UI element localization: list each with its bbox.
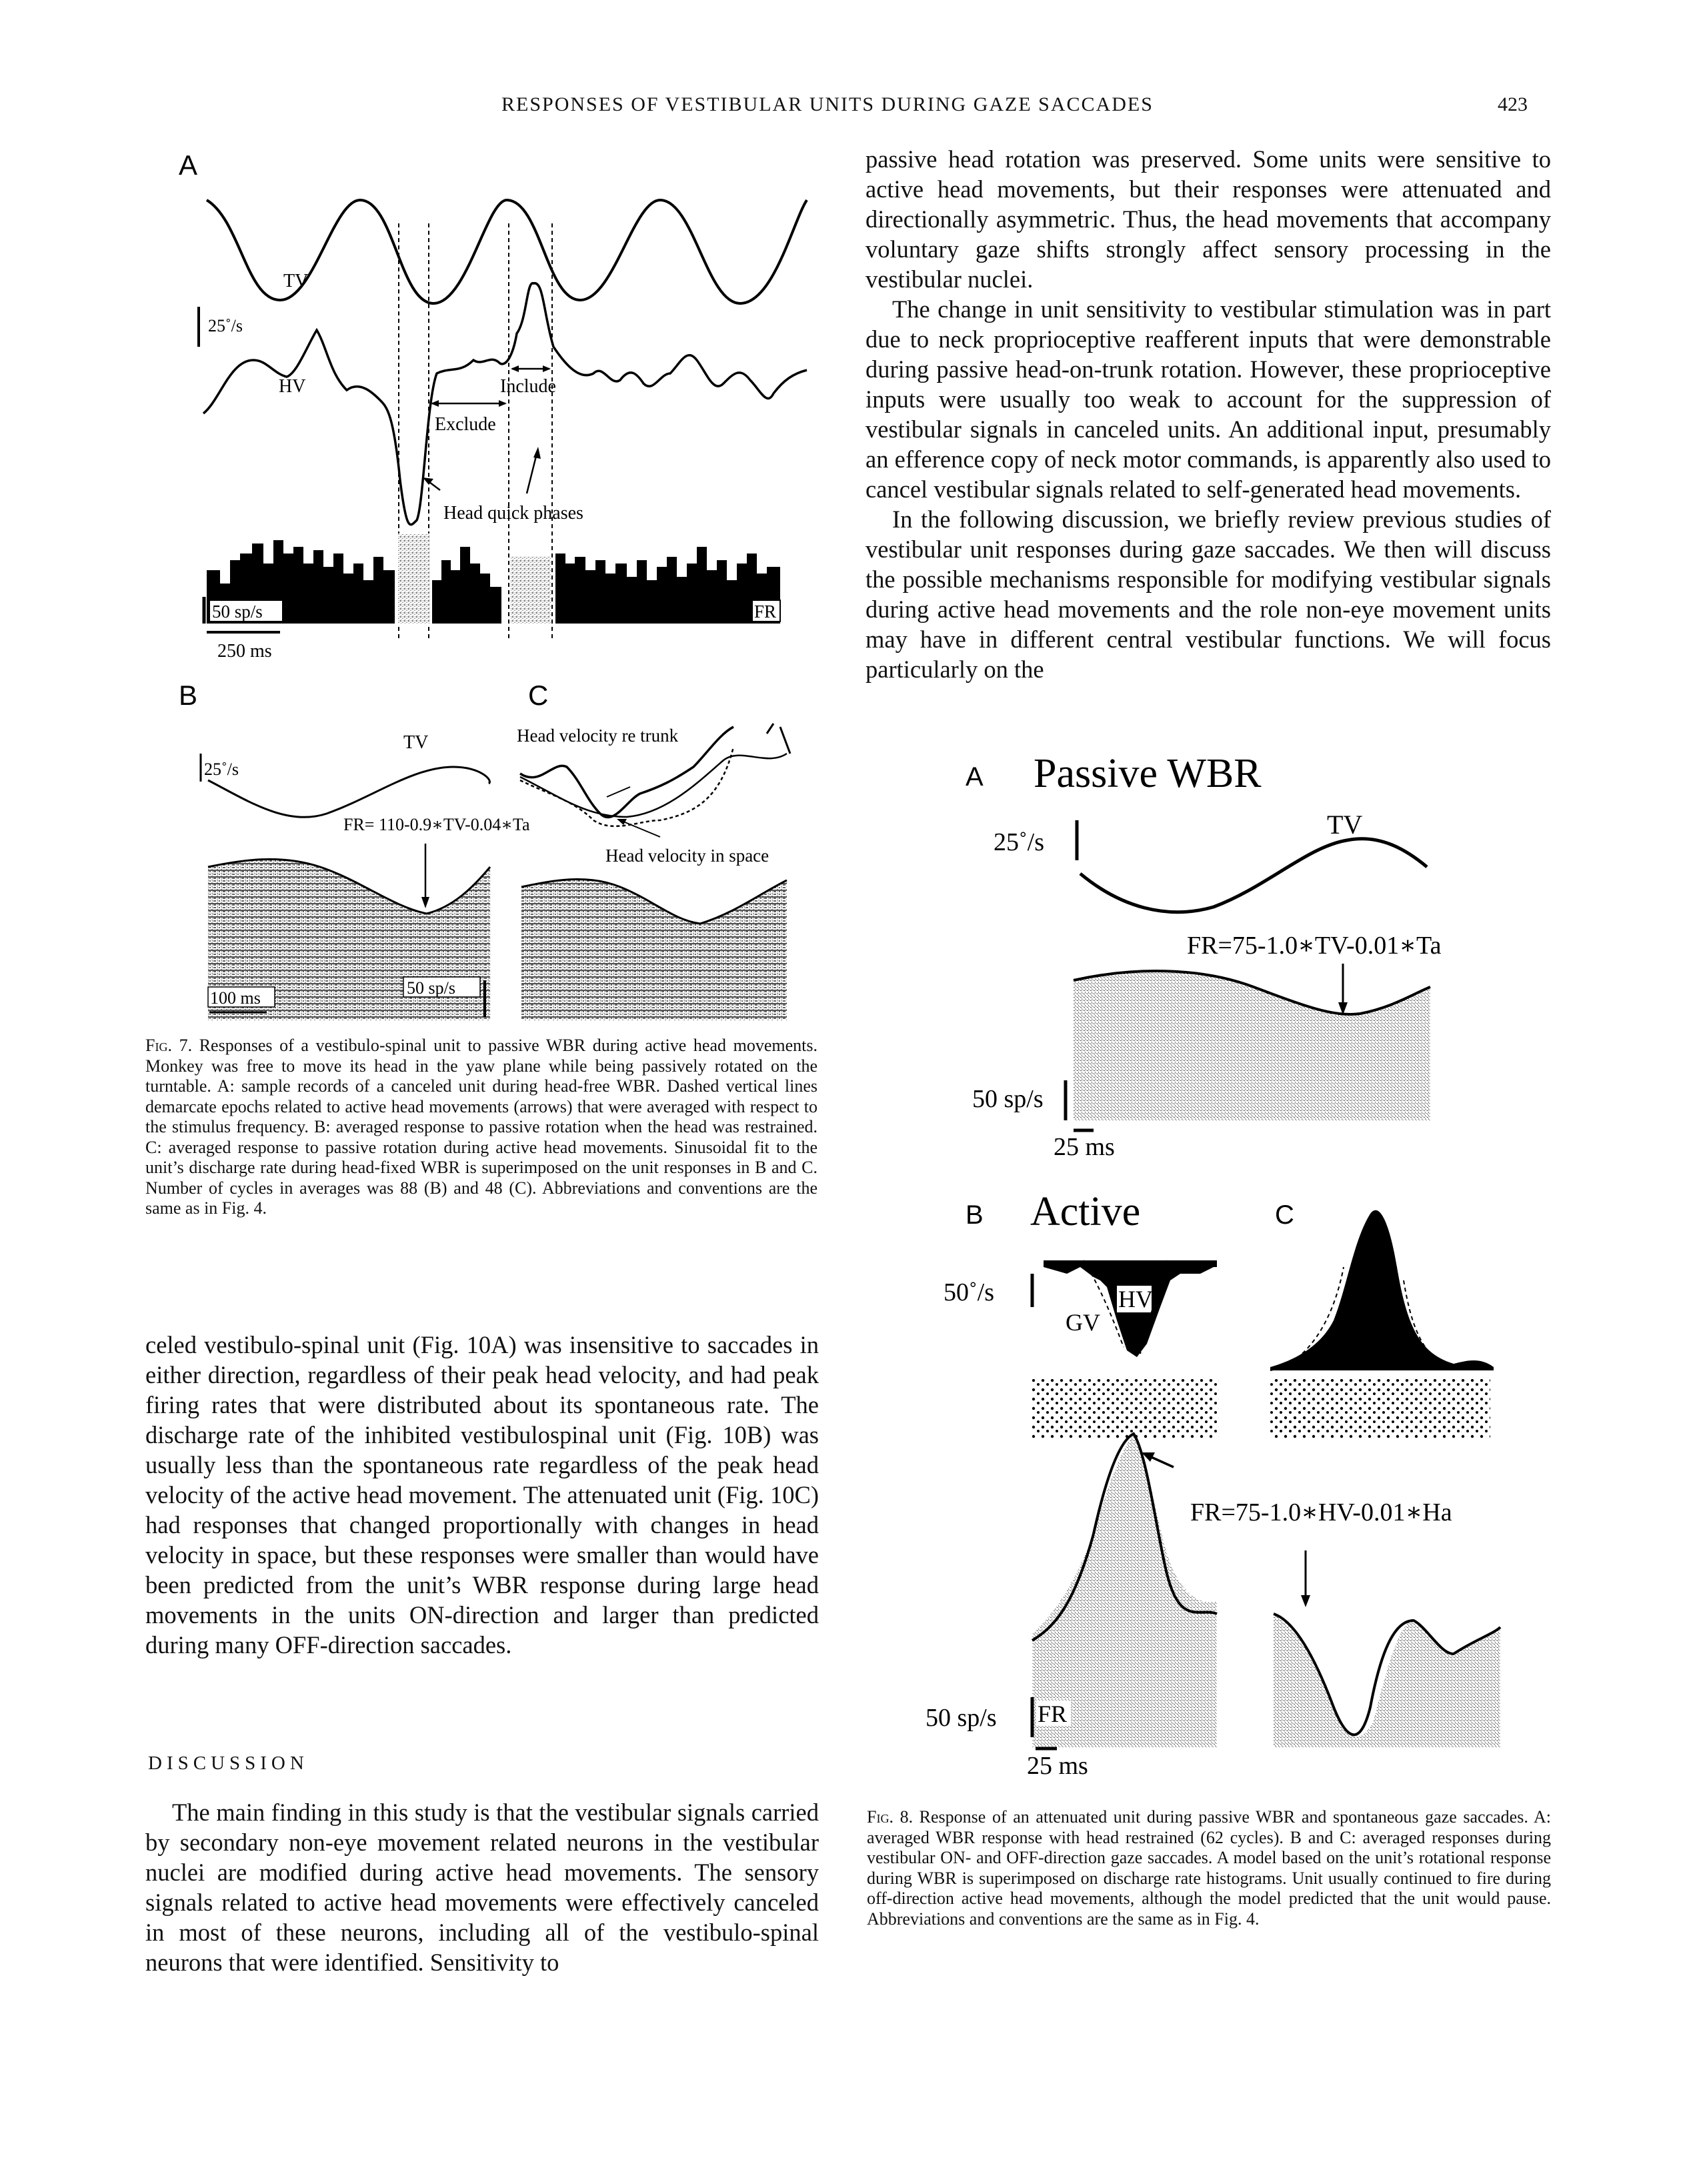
fig8-b-formula: FR=75-1.0∗HV-0.01∗Ha (1190, 1498, 1452, 1526)
fig7-b-scale-label: 25˚/s (204, 760, 239, 779)
fig8-caption-text: Response of an attenuated unit during passive WBR and spontaneous gaze saccades. A: averaged WBR response with head restrained (62 cycles). B and C: averaged responses during vestibular ON- and OFF-direction gaze saccades. A model based on the unit’s rotational response during WBR is superimposed on discharge rate histograms. Unit usually continued to fire during off-direction active head movements, although the model predicted that the unit would pause. Abbreviations and conventions are the same as in Fig. 4. (867, 1807, 1551, 1929)
running-title: RESPONSES OF VESTIBULAR UNITS DURING GAZE SACCADES (501, 93, 1154, 115)
fig8-a-time-label: 25 ms (1054, 1133, 1115, 1161)
fig7-caption (145, 1036, 817, 1219)
page-number: 423 (1498, 93, 1528, 115)
fig8-title-a: Passive WBR (1034, 751, 1262, 796)
fig7-caption-label: Fig. 7. (145, 1036, 193, 1055)
fig8-b-scale-label: 50˚/s (944, 1278, 994, 1306)
fig7-hv-label: HV (279, 376, 306, 397)
fig7-time-label: 250 ms (217, 641, 272, 662)
fig8-panel-b-label: B (966, 1200, 984, 1230)
fig8-panel-c-label: C (1275, 1200, 1294, 1230)
right-paragraph-1: passive head rotation was preserved. Some units were sensitive to active head movements, but their responses were attenuated and directionally asymmetric. Thus, the head movements that accompany voluntary gaze shifts strongly affect sensory processing in the vestibular nuclei. (866, 145, 1551, 293)
fig7-panel-c-label: C (528, 680, 549, 711)
fig8-b-gv-label: GV (1066, 1309, 1100, 1336)
discussion-heading: DISCUSSION (148, 1753, 309, 1774)
fig8-a-sps-label: 50 sp/s (972, 1085, 1044, 1113)
right-paragraph-2: The change in unit sensitivity to vestibular stimulation was in part due to neck proprioceptive reafferent inputs that were demonstrable during passive head-on-trunk rotation. However, these proprioceptive inputs were usually too weak to account for the suppression of vestibular signals in canceled units. An additional input, presumably an efference copy of neck motor commands, is apparently also used to cancel vestibular signals related to self-generated head movements. (866, 295, 1551, 503)
fig8-b-sps-label: 50 sp/s (926, 1704, 997, 1732)
fig7-include-label: Include (500, 376, 556, 397)
fig8-a-tv-label: TV (1327, 810, 1363, 840)
fig8-caption-label: Fig. 8. (867, 1807, 914, 1827)
fig7-b-formula: FR= 110-0.9∗TV-0.04∗Ta (343, 815, 530, 834)
fig8-a-scale-label: 25˚/s (994, 828, 1044, 856)
left-paragraph-1: celed vestibulo-spinal unit (Fig. 10A) was insensitive to saccades in either direction, regardless of their peak head velocity, and had peak firing rates that were distributed about its spontaneous rate. The discharge rate of the inhibited vestibulospinal unit (Fig. 10B) was usually less than the spontaneous rate regardless of the peak head velocity of the active head movement. The attenuated unit (Fig. 10C) had responses that changed proportionally with changes in head velocity in space, but these responses were smaller than would have been predicted from the unit’s WBR response during large head movements in the units ON-direction and larger than predicted during many OFF-direction saccades. (145, 1331, 819, 1659)
left-column-text (145, 1330, 819, 1660)
fig7-caption-text: Responses of a vestibulo-spinal unit to passive WBR during active head movements. Monkey was free to move its head in the yaw plane while being passively rotated on the turntable. A: sample records of a canceled unit during head-free WBR. Dashed vertical lines demarcate epochs related to active head movements (arrows) that were averaged with respect to the stimulus frequency. B: averaged response to passive rotation when the head was restrained. C: averaged response to passive rotation during active head movements. Sinusoidal fit to the unit’s discharge rate during head-fixed WBR is superimposed on the unit responses in B and C. Number of cycles in averages was 88 (B) and 48 (C). Abbreviations and conventions are the same as in Fig. 4. (145, 1036, 817, 1218)
figure-7 (0, 0, 833, 1040)
fig7-fr-label: FR (754, 602, 777, 622)
fig8-a-tv-trace (1080, 839, 1427, 912)
fig7-c-trunk-label: Head velocity re trunk (517, 726, 679, 746)
discussion-text (145, 1797, 819, 1977)
fig7-a-scale-label: 25˚/s (208, 316, 243, 335)
fig7-b-tv-trace (208, 767, 489, 817)
fig7-c-space-label: Head velocity in space (605, 846, 769, 866)
right-column-text (866, 144, 1551, 684)
fig8-a-formula: FR=75-1.0∗TV-0.01∗Ta (1187, 932, 1442, 960)
fig7-panel-b-label: B (179, 680, 198, 711)
fig8-b-hv-label: HV (1118, 1286, 1153, 1312)
fig7-exclude-label: Exclude (435, 414, 496, 435)
right-paragraph-3: In the following discussion, we briefly review previous studies of vestibular unit responses during gaze saccades. We then will discuss the possible mechanisms responsible for modifying vestibular signals during active head movements and the role non-eye movement units may have in different central vestibular functions. We will focus particularly on the (866, 505, 1551, 683)
fig8-a-raster (1074, 971, 1430, 1120)
figure-8 (854, 734, 1560, 1801)
fig8-c-histogram (1274, 1614, 1500, 1747)
fig7-b-tv-label: TV (403, 732, 429, 753)
fig8-b-time-label: 25 ms (1027, 1752, 1088, 1780)
fig8-b-fr-label: FR (1038, 1701, 1068, 1727)
fig7-b-time-label: 100 ms (210, 988, 261, 1008)
fig7-quick-phases-label: Head quick phases (443, 503, 583, 523)
fig7-tv-label: TV (283, 271, 309, 291)
left-paragraph-2: The main finding in this study is that the vestibular signals carried by secondary non-eye movement related neurons in the vestibular nuclei are modified during active head movements. The sensory signals related to active head movements were effectively canceled in most of these neurons, including all of the vestibulo-spinal neurons that were identified. Sensitivity to (145, 1799, 819, 1976)
fig7-panel-a-label: A (179, 149, 198, 181)
fig8-caption (867, 1807, 1551, 1929)
fig8-c-dot-raster (1270, 1379, 1490, 1439)
fig7-b-sps-label: 50 sp/s (407, 978, 455, 998)
fig8-title-b: Active (1030, 1189, 1141, 1234)
fig8-panel-a-label: A (966, 762, 984, 792)
fig7-c-raster (521, 879, 787, 1020)
fig8-b-dot-raster (1032, 1379, 1219, 1439)
fig8-c-hv-shape (1270, 1210, 1494, 1370)
fig7-sps-label: 50 sp/s (212, 602, 263, 622)
